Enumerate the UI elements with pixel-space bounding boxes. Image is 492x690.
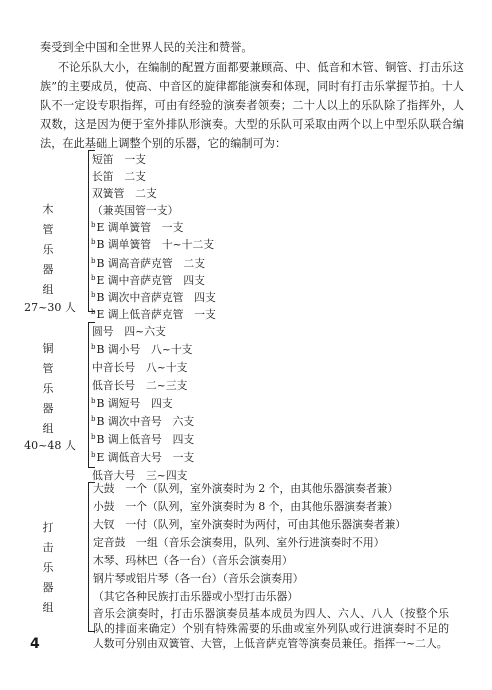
paragraph-line-4: 队不一定设专职指挥，可由有经验的演奏者领奏；二十人以上的乐队除了指挥外，人 <box>40 99 464 112</box>
woodwind-count: 27~30 人 <box>24 301 76 314</box>
brass-label-char-3: 乐 <box>42 382 54 395</box>
brass-count: 40~48 人 <box>24 439 76 452</box>
brass-label-char-1: 铜 <box>42 342 54 355</box>
brass-item: $^b$B 调短号 四支 <box>91 397 173 410</box>
woodwind-label-char-4: 器 <box>42 263 54 276</box>
woodwind-label-char-5: 组 <box>42 283 54 296</box>
percussion-label-char-2: 击 <box>42 541 54 554</box>
woodwind-item: 长笛 二支 <box>92 170 146 183</box>
percussion-note: 音乐会演奏时，打击乐器演奏员基本成员为四人、六人、八人（按整个乐队的排面来确定）个别有特殊需要的乐曲或室外列队或行进演奏时不足的人数可分别由双簧管、大管，上低音萨克管等演奏员兼任。指挥一~二人。 <box>93 607 449 650</box>
woodwind-item: $^b$E 调中音萨克管 四支 <box>91 274 205 287</box>
percussion-item: 小鼓 一个（队列，室外演奏时为 8 个，由其他乐器演奏者兼） <box>93 500 399 513</box>
brass-item: $^b$E 调低音大号 一支 <box>91 451 195 464</box>
page-number: 4 <box>30 636 40 652</box>
woodwind-label-char-1: 木 <box>42 203 54 216</box>
percussion-item: 钢片琴或铝片琴（各一台）（音乐会演奏用） <box>93 572 304 585</box>
paragraph-line-3: 族”的主要成员，使高、中音区的旋律都能演奏和体现，同时有打击乐掌握节拍。十人 <box>40 80 464 93</box>
paragraph-line-5: 双数，这是因为便于室外排队形演奏。大型的乐队可采取由两个以上中型乐队联合编 <box>40 118 464 131</box>
paragraph-line-1: 奏受到全中国和全世界人民的关注和赞誉。 <box>40 41 253 54</box>
percussion-label-char-3: 乐 <box>42 561 54 574</box>
woodwind-item: $^b$B 调次中音萨克管 四支 <box>91 291 216 304</box>
woodwind-label-char-2: 管 <box>42 223 54 236</box>
percussion-item: 大钗 一付（队列，室外演奏时为两付，可由其他乐器演奏者兼） <box>93 518 407 531</box>
woodwind-item: $^b$B 调高音萨克管 二支 <box>91 257 206 270</box>
percussion-label-char-5: 组 <box>42 601 54 614</box>
woodwind-item: $^b$E 调单簧管 一支 <box>91 221 184 234</box>
brass-item: 圆号 四~六支 <box>92 325 166 338</box>
brass-item: $^b$B 调上低音号 四支 <box>91 433 195 446</box>
woodwind-item: 双簧管 二支 <box>92 187 157 200</box>
brass-item: $^b$B 调次中音号 六支 <box>91 415 195 428</box>
woodwind-item: 短笛 一支 <box>92 153 146 166</box>
brass-item: $^b$B 调小号 八~十支 <box>91 343 193 356</box>
percussion-item: 定音鼓 一组（音乐会演奏用，队列、室外行进演奏时不用） <box>93 536 385 549</box>
woodwind-item: （兼英国管一支） <box>92 204 179 217</box>
percussion-item: （其它各种民族打击乐器或小型打击乐器） <box>93 590 299 603</box>
paragraph-line-6: 法，在此基础上调整个别的乐器，它的编制可为： <box>40 137 287 150</box>
brass-label-char-2: 管 <box>42 362 54 375</box>
brass-label-char-5: 组 <box>42 422 54 435</box>
brass-label-char-4: 器 <box>42 402 54 415</box>
percussion-item: 大鼓 一个（队列，室外演奏时为 2 个，由其他乐器演奏者兼） <box>93 482 399 495</box>
percussion-label-char-1: 打 <box>42 521 54 534</box>
brass-item: 中音长号 八~十支 <box>92 361 188 374</box>
woodwind-item: $^b$B 调单簧管 十~十二支 <box>91 238 215 251</box>
paragraph-line-2: 不论乐队大小，在编制的配置方面都要兼顾高、中、低音和木管、铜管、打击乐这 <box>58 61 464 74</box>
woodwind-item: $^b$E 调上低音萨克管 一支 <box>91 308 216 321</box>
percussion-label-char-4: 器 <box>42 581 54 594</box>
percussion-item: 木琴、玛林巴（各一台）（音乐会演奏用） <box>93 554 293 567</box>
brass-item: 低音大号 三~四支 <box>92 469 188 482</box>
woodwind-label-char-3: 乐 <box>42 243 54 256</box>
brass-item: 低音长号 二~三支 <box>92 379 188 392</box>
